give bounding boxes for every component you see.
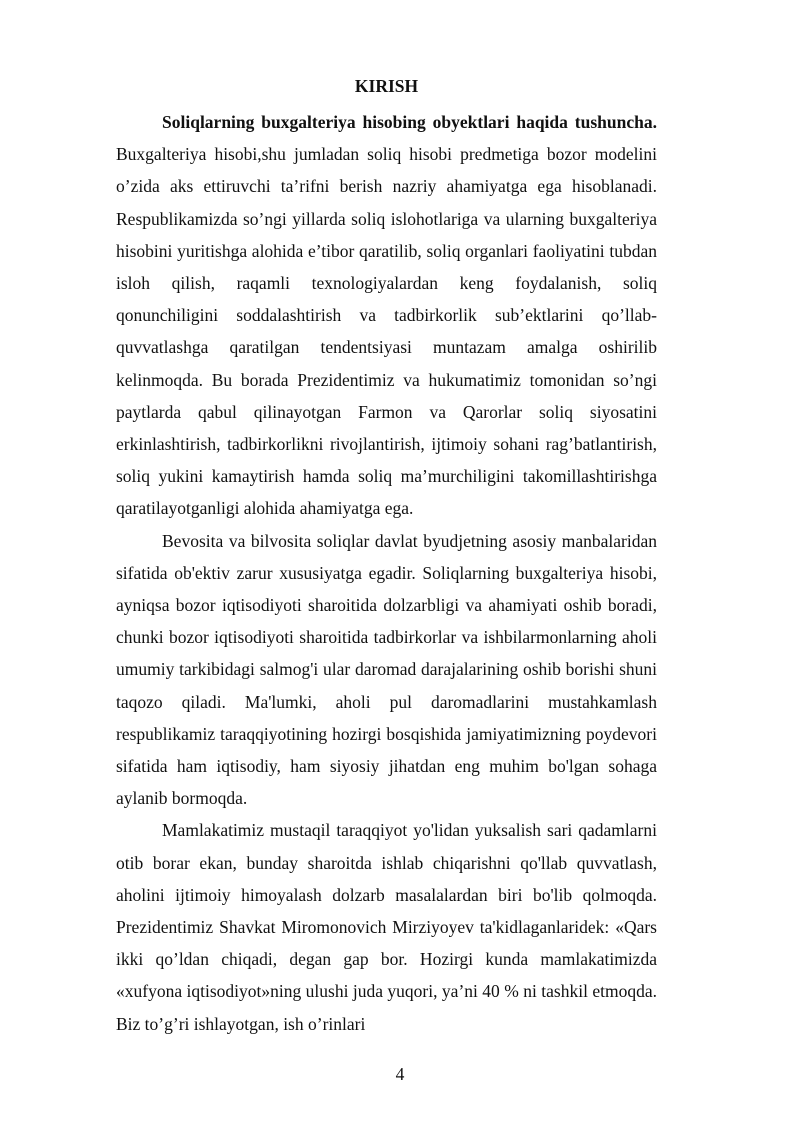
body-text	[116, 106, 657, 1040]
paragraph-1	[116, 106, 657, 525]
paragraph-lead-heading: Soliqlarning buxgalteriya hisobing obyektlari haqida tushuncha.	[162, 112, 657, 132]
paragraph-2: Bevosita va bilvosita soliqlar davlat byudjetning asosiy manbalaridan sifatida ob'ektiv zarur xususiyatga egadir. Soliqlarning buxgalteriya hisobi, ayniqsa bozor iqtisodiyoti sharoitida dolzarbligi va ahamiyati oshib boradi, chunki bozor iqtisodiyoti sharoitida tadbirkorlar va ishbilarmonlarning aholi umumiy tarkibidagi salmog'i ular daromad darajalarining oshib borishi shuni taqozo qiladi. Ma'lumki, aholi pul daromadlarini mustahkamlash respublikamiz taraqqiyotining hozirgi bosqishida jamiyatimizning poydevori sifatida ham iqtisodiy, ham siyosiy jihatdan eng muhim bo'lgan sohaga aylanib bormoqda.	[116, 530, 657, 809]
page-number: 4	[395, 1064, 405, 1084]
paragraph-1-text: Buxgalteriya hisobi,shu jumladan soliq hisobi predmetiga bozor modelini o’zida aks ettiruvchi ta’rifni berish nazriy ahamiyatga ega hisoblanadi. Respublikamizda so’ngi yillarda soliq islohotlariga va ularning buxgalteriya hisobini yuritishga alohida e’tibor qaratilib, soliq organlari faoliyatini tubdan isloh qilish, raqamli texnologiyalardan keng foydalanish, soliq qonunchiligini soddalashtirish va tadbirkorlik sub’ektlarini qo’llab-quvvatlashga qaratilgan tendentsiyasi muntazam amalga oshirilib kelinmoqda. Bu borada Prezidentimiz va hukumatimiz tomonidan so’ngi paytlarda qabul qilinayotgan Farmon va Qarorlar soliq siyosatini erkinlashtirish, tadbirkorlikni rivojlantirish, ijtimoiy sohani rag’batlantirish, soliq yukini kamaytirish hamda soliq ma’murchiligini takomillashtirishga qaratilayotganligi alohida ahamiyatga ega.	[116, 144, 657, 519]
section-title: KIRISH	[354, 76, 419, 96]
paragraph-3: Mamlakatimiz mustaqil taraqqiyot yo'lidan yuksalish sari qadamlarni otib borar ekan, bunday sharoitda ishlab chiqarishni qo'llab quvvatlash, aholini ijtimoiy himoyalash dolzarb masalalardan biri bo'lib qolmoqda. Prezidentimiz Shavkat Miromonovich Mirziyoyev ta'kidlaganlaridek: «Qars ikki qo’ldan chiqadi, degan gap bor. Hozirgi kunda mamlakatimizda «xufyona iqtisodiyot»ning ulushi juda yuqori, ya’ni 40 % ni tashkil etmoqda. Biz to’g’ri ishlayotgan, ish o’rinlari	[116, 820, 657, 1034]
